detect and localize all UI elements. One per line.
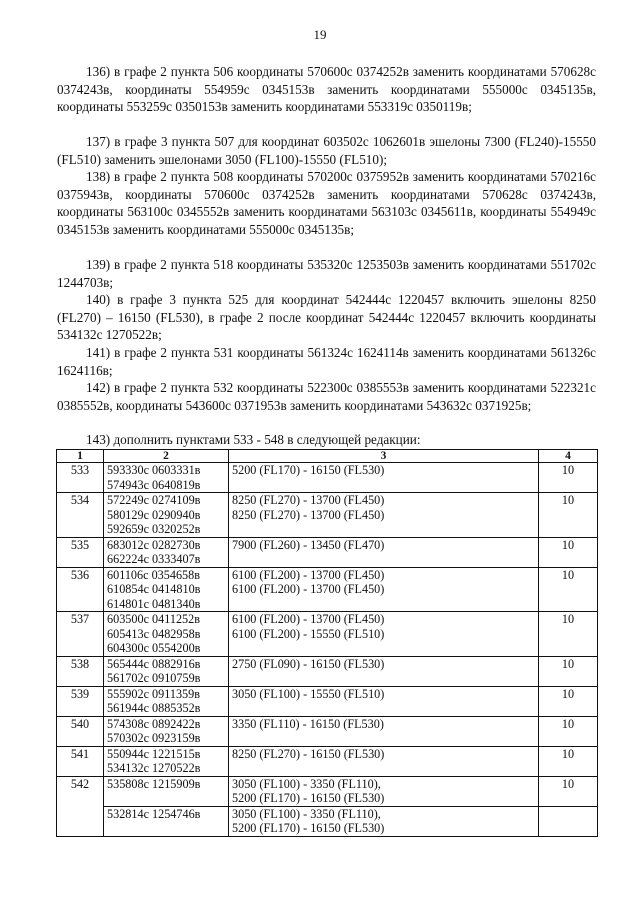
- coordinate: 561702с 0910759в: [107, 671, 201, 685]
- coordinates-cell: [104, 493, 229, 538]
- paragraph-141: 141) в графе 2 пункта 531 координаты 561324с 1624114в заменить координатами 561326с 1624116в;: [57, 345, 596, 378]
- row-number: 540: [57, 716, 104, 746]
- table-row: [57, 612, 598, 657]
- coordinate: 574308с 0892422в: [107, 716, 201, 731]
- table-body: [57, 463, 598, 837]
- paragraph-142: 142) в графе 2 пункта 532 координаты 522300с 0385553в заменить координатами 522321с 0385552в, координаты 543600с 0371953в заменить координатами 543632с 0371925в;: [57, 380, 596, 413]
- flight-level: 8250 (FL270) - 13700 (FL450): [232, 507, 385, 522]
- table-row: [57, 776, 598, 806]
- coordinate: 683012с 0282730в: [107, 537, 201, 552]
- value-cell: 10: [539, 493, 598, 538]
- flight-levels-cell: [229, 656, 539, 686]
- value-cell: 10: [539, 612, 598, 657]
- coordinates-cell: [104, 612, 229, 657]
- coordinates-cell: [104, 463, 229, 493]
- flight-levels-cell: [229, 806, 539, 836]
- coordinates-cell: [104, 656, 229, 686]
- row-number: 536: [57, 567, 104, 612]
- value-cell: 10: [539, 686, 598, 716]
- header-col-4: 4: [539, 450, 598, 463]
- header-col-3: 3: [229, 450, 539, 463]
- flight-level: 2750 (FL090) - 16150 (FL530): [232, 656, 385, 671]
- row-number: 533: [57, 463, 104, 493]
- coordinate: 601106с 0354658в: [107, 567, 200, 582]
- coordinate: 570302с 0923159в: [107, 731, 201, 745]
- flight-levels-cell: [229, 493, 539, 538]
- flight-levels-cell: [229, 746, 539, 776]
- paragraph-137: 137) в графе 3 пункта 507 для координат 603502с 1062601в эшелоны 7300 (FL240)-15550 (FL510) заменить эшелонами 3050 (FL100)-15550 (FL510);: [57, 134, 596, 167]
- table-row: [57, 806, 598, 836]
- coordinates-cell: [104, 567, 229, 612]
- table-row: [57, 567, 598, 612]
- row-number: 535: [57, 537, 104, 567]
- flight-level: 8250 (FL270) - 13700 (FL450): [232, 493, 385, 507]
- flight-level: 7900 (FL260) - 13450 (FL470): [232, 537, 385, 552]
- coordinate: 532814с 1254746в: [107, 806, 201, 821]
- row-number: 538: [57, 656, 104, 686]
- coordinate: 572249с 0274109в: [107, 493, 201, 507]
- table-row: [57, 537, 598, 567]
- coordinate: 593330с 0603331в: [107, 463, 201, 477]
- amendment-table: [56, 449, 598, 837]
- flight-level: 3050 (FL100) - 3350 (FL110),: [232, 776, 381, 791]
- header-col-2: 2: [104, 450, 229, 463]
- flight-levels-cell: [229, 463, 539, 493]
- coordinates-cell: [104, 746, 229, 776]
- flight-level: 3050 (FL100) - 3350 (FL110),: [232, 806, 381, 821]
- flight-levels-cell: [229, 716, 539, 746]
- table-row: [57, 493, 598, 538]
- flight-level: 6100 (FL200) - 13700 (FL450): [232, 567, 385, 582]
- coordinate: 614801с 0481340в: [107, 596, 201, 611]
- coordinate: 555902с 0911359в: [107, 686, 200, 701]
- value-cell: 10: [539, 463, 598, 493]
- coordinate: 603500с 0411252в: [107, 612, 200, 626]
- table-row: [57, 746, 598, 776]
- value-cell: 10: [539, 567, 598, 612]
- value-cell: 10: [539, 716, 598, 746]
- page-number: 19: [313, 27, 327, 42]
- paragraph-143: 143) дополнить пунктами 533 - 548 в следующей редакции:: [86, 432, 421, 447]
- coordinate: 550944с 1221515в: [107, 746, 201, 761]
- table-header-row: [57, 450, 598, 463]
- flight-levels-cell: [229, 686, 539, 716]
- flight-level: 5200 (FL170) - 16150 (FL530): [232, 821, 385, 835]
- paragraph-138: 138) в графе 2 пункта 508 координаты 570200с 0375952в заменить координатами 570216с 0375943в, координаты 570600с 0374252в заменить координатами 570628с 0374243в, координаты 563100с 0345552в заменить координатами 563103с 0345611в, координаты 554949с 0345153в заменить координатами 555000с 0345135в;: [57, 169, 596, 237]
- coordinate: 662224с 0333407в: [107, 552, 201, 566]
- flight-level: 6100 (FL200) - 15550 (FL510): [232, 626, 385, 641]
- flight-levels-cell: [229, 776, 539, 806]
- row-number: 537: [57, 612, 104, 657]
- coordinate: 534132с 1270522в: [107, 761, 201, 775]
- coordinate: 580129с 0290940в: [107, 507, 201, 522]
- row-number: 541: [57, 746, 104, 776]
- coordinates-cell: [104, 537, 229, 567]
- flight-level: 5200 (FL170) - 16150 (FL530): [232, 791, 385, 805]
- paragraph-139: 139) в графе 2 пункта 518 координаты 535320с 1253503в заменить координатами 551702с 1244703в;: [57, 257, 596, 290]
- coordinate: 535808с 1215909в: [107, 776, 201, 791]
- coordinate: 561944с 0885352в: [107, 701, 201, 715]
- coordinate: 565444с 0882916в: [107, 656, 201, 671]
- header-col-1: 1: [57, 450, 104, 463]
- row-number: 542: [57, 776, 104, 836]
- flight-level: 6100 (FL200) - 13700 (FL450): [232, 612, 385, 626]
- value-cell: 10: [539, 656, 598, 686]
- flight-levels-cell: [229, 567, 539, 612]
- row-number: 539: [57, 686, 104, 716]
- flight-level: 8250 (FL270) - 16150 (FL530): [232, 746, 385, 761]
- table-row: [57, 463, 598, 493]
- value-cell: 10: [539, 746, 598, 776]
- flight-level: 5200 (FL170) - 16150 (FL530): [232, 463, 385, 477]
- coordinate: 604300с 0554200в: [107, 641, 201, 655]
- flight-level: 6100 (FL200) - 13700 (FL450): [232, 582, 385, 596]
- paragraph-140: 140) в графе 3 пункта 525 для координат 542444с 1220457 включить эшелоны 8250 (FL270) – 16150 (FL530), в графе 2 после координат 542444с 1220457 включить координаты 534132с 1270522в;: [57, 292, 596, 343]
- row-number: 534: [57, 493, 104, 538]
- table-row: [57, 716, 598, 746]
- table-row: [57, 656, 598, 686]
- coordinate: 574943с 0640819в: [107, 477, 201, 492]
- flight-level: 3350 (FL110) - 16150 (FL530): [232, 716, 384, 731]
- flight-level: 3050 (FL100) - 15550 (FL510): [232, 686, 385, 701]
- coordinates-cell: [104, 716, 229, 746]
- flight-levels-cell: [229, 537, 539, 567]
- value-cell: [539, 806, 598, 836]
- coordinates-cell: [104, 686, 229, 716]
- paragraph-136: 136) в графе 2 пункта 506 координаты 570600с 0374252в заменить координатами 570628с 0374243в, координаты 554959с 0345153в заменить координатами 555000с 0345135в, координаты 553259с 0350153в заменить координатами 553319с 0350119в;: [57, 64, 596, 115]
- flight-levels-cell: [229, 612, 539, 657]
- value-cell: 10: [539, 537, 598, 567]
- coordinate: 605413с 0482958в: [107, 626, 201, 641]
- coordinate: 592659с 0320252в: [107, 522, 201, 536]
- coordinate: 610854с 0414810в: [107, 582, 201, 596]
- value-cell: 10: [539, 776, 598, 806]
- table-row: [57, 686, 598, 716]
- coordinates-cell: [104, 776, 229, 806]
- coordinates-cell: [104, 806, 229, 836]
